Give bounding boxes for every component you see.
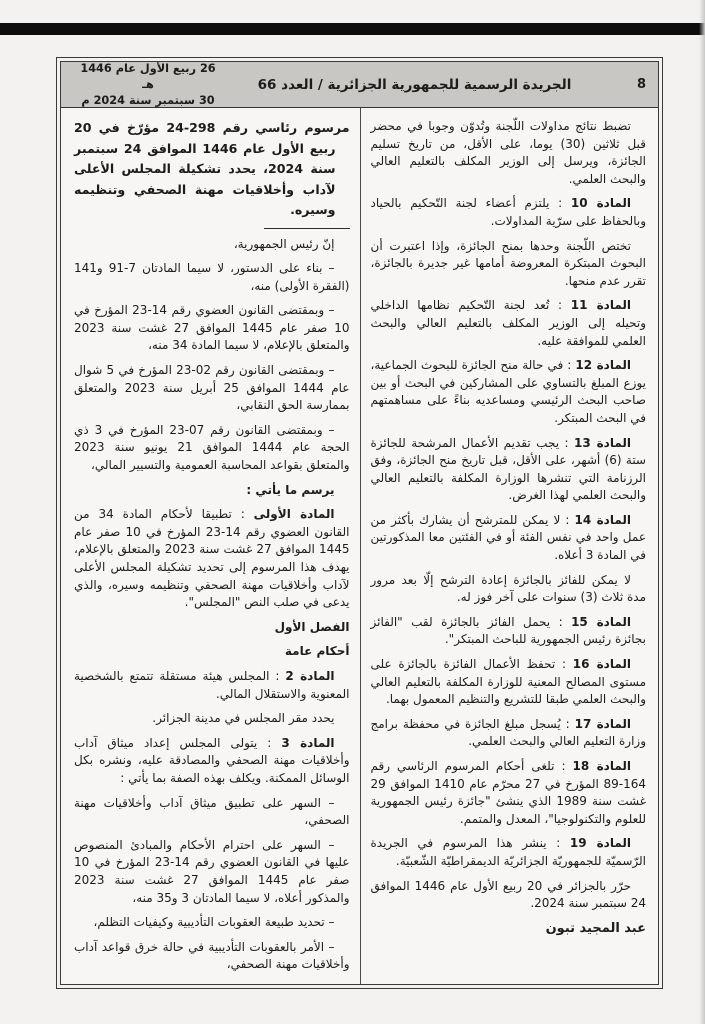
paragraph-text: حرّر بالجزائر في 20 ربيع الأول عام 1446 الموافق 24 سبتمبر سنة 2024. [370,878,646,911]
paragraph-text: – وبمقتضى القانون رقم 02-23 المؤرخ في 5 شوال عام 1444 الموافق 25 أبريل سنة 2023 والمتعلق بممارسة الحق النقابي، [74,363,350,413]
column-right [360,108,659,984]
paragraph-text: أحكام عامة [284,644,350,659]
paragraph-text: : تحفظ الأعمال الفائزة بالجائزة على مستوى المصالح المعنية للوزارة المكلفة بالتعليم العالي والبحث العلمي طبقا للتشريع والتنظيم المعمول بهما. [370,657,646,707]
paragraph [74,795,350,830]
article-paragraph [74,506,350,612]
paragraph-text: – بناء على الدستور، لا سيما المادتان 7-91 و141 (الفقرة الأولى) منه، [74,261,350,293]
paragraph-text: : تلغى أحكام المرسوم الرئاسي رقم 164-89 المؤرخ في 27 محرّم عام 1410 الموافق 29 غشت سنة 1989 الذي ينشئ "جائزة رئيس الجمهورية للعلوم والتكنولوجيا"، المعدل والمتمم. [370,759,646,826]
paragraph-text: يحدد مقر المجلس في مدينة الجزائر. [152,711,335,726]
article-number: المادة 12 [575,358,631,373]
paragraph [371,878,647,913]
article-number: المادة 3 [281,735,335,750]
article-number: المادة 15 [571,614,631,629]
article-paragraph [371,512,647,565]
paragraph-text: – السهر على احترام الأحكام والمبادئ المنصوص عليها في القانون العضوي رقم 14-23 المؤرخ في 10 صفر عام 1445 الموافق 27 غشت سنة 2023 والمذكور أعلاه، لا سيما المادتان 3 و35 منه، [74,837,350,905]
gazette-header [61,62,658,108]
paragraph-text: : ينشر هذا المرسوم في الجريدة الرّسميّة للجمهوريّة الجزائريّة الديمقراطيّة الشّعبيّة. [370,836,646,868]
article-paragraph [74,668,350,703]
scan-top-band [0,23,705,35]
paragraph [74,260,350,295]
article-paragraph [371,195,647,230]
article-paragraph [371,716,647,751]
page-frame [56,57,663,989]
signature [371,920,647,938]
column-left [61,108,360,984]
article-paragraph [371,435,647,505]
paragraph-text: : يُسجل مبلغ الجائزة في محفظة برامج وزارة التعليم العالي والبحث العلمي. [370,716,646,749]
paragraph-text: مرسوم رئاسي رقم 298-24 مؤرّخ في 20 ربيع الأول عام 1446 الموافق 24 سبتمبر سنة 2024، يحدد تشكيلة المجلس الأعلى لآداب وأخلاقيات مهنة الصحفي وتنظيمه وسيره. [74,120,350,217]
paragraph [371,238,647,291]
issue-date-block [73,61,223,109]
article-number: المادة 11 [570,298,631,313]
separator-rule [264,228,350,229]
decree-title [74,118,350,221]
paragraph-text: : لا يمكن للمترشح أن يشارك بأكثر من عمل واحد في نفس الفئة أو في الفئتين معا المذكورتين في المادة 3 أعلاه. [370,512,646,563]
article-paragraph [74,735,350,788]
article-paragraph [371,835,647,870]
article-number: المادة 19 [569,836,631,851]
article-number: المادة 17 [574,716,632,731]
paragraph-text: – وبمقتضى القانون رقم 07-23 المؤرخ في 3 ذي الحجة عام 1444 الموافق 21 يونيو سنة 2023 والمتعلق بقواعد المحاسبة العمومية والتسيير المالي، [74,422,350,473]
gazette-title: الجريدة الرسمية للجمهورية الجزائرية / العدد 66 [257,76,572,93]
article-number: المادة 13 [574,435,632,450]
paragraph [371,118,647,188]
article-paragraph [371,297,647,350]
paragraph [74,236,350,254]
paragraph [74,302,350,355]
article-number: المادة 16 [572,657,631,672]
paragraph-text: الفصل الأول [274,619,350,634]
paragraph-text: : تُعد لجنة التّحكيم نظامها الداخلي وتحيله إلى الوزير المكلف بالتعليم العالي والبحث العلمي للموافقة عليه. [370,298,646,348]
paragraph-text: – السهر على تطبيق ميثاق آداب وأخلاقيات مهنة الصحفي، [74,795,350,828]
enacting-clause [74,482,350,500]
paragraph-text: عبد المجيد تبون [545,920,646,936]
article-number: المادة 2 [285,668,335,683]
section-heading [74,619,350,637]
issue-date-gregorian: 30 سبتمبر سنة 2024 م [81,93,215,107]
paragraph [371,572,647,607]
two-column-body [61,108,658,984]
paragraph [74,710,350,728]
paragraph [74,362,350,415]
paragraph-text: تضبط نتائج مداولات اللّجنة وتُدوّن وجوبا في محضر قبل ثلاثين (30) يوما، على الأقل، من تاريخ تسليم الجائزة، ويرسل إلى الوزير المكلف بالتعليم العالي والبحث العلمي. [370,119,646,186]
issue-date-hijri: 26 ربيع الأول عام 1446 هـ [80,61,216,91]
paragraph [74,837,350,907]
article-paragraph [371,758,647,828]
paragraph-text: : يجب تقديم الأعمال المرشحة للجائزة ستة (6) أشهر، على الأقل، قبل تاريخ منح الجائزة، وفق الرزنامة التي تنشرها الوزارة المكلفة بالتعليم العالي والبحث العلمي لهذا الغرض. [370,435,646,503]
article-paragraph [371,656,647,709]
paragraph-text: إنّ رئيس الجمهورية، [233,236,335,251]
paragraph-text: لا يمكن للفائز بالجائزة إعادة الترشح إلّا بعد مرور مدة ثلاث (3) سنوات على آخر فوز له. [370,572,646,605]
paragraph [74,422,350,475]
paragraph-text: : في حالة منح الجائزة للبحوث الجماعية، يوزع المبلغ بالتساوي على المشاركين في البحث أو بين صاحب البحث الرئيسي ومساعديه بناءً على مساهمتهم في البحث المبتكر. [370,358,646,425]
article-number: المادة الأولى [253,507,335,522]
paragraph-text: : يلتزم أعضاء لجنة التّحكيم بالحياد وبالحفاظ على سرّية المداولات. [370,196,646,228]
article-paragraph [371,357,647,427]
paragraph-text: : تطبيقا لأحكام المادة 34 من القانون العضوي رقم 14-23 المؤرخ في 10 صفر عام 1445 الموافق 27 غشت سنة 2023 والمتعلق بالإعلام، يهدف هذا المرسوم إلى تحديد تشكيلة المجلس الأعلى لآداب وأخلاقيات مهنة الصحفي وتنظيمه وسيره، والذي يدعى في صلب النص "المجلس". [74,507,350,610]
paragraph-text: : يحمل الفائز بالجائزة لقب "الفائز بجائزة رئيس الجمهورية للباحث المبتكر". [370,614,646,647]
paragraph-text: – وبمقتضى القانون العضوي رقم 14-23 المؤرخ في 10 صفر عام 1445 الموافق 27 غشت سنة 2023 والمتعلق بالإعلام، لا سيما المادة 34 منه، [74,303,350,353]
page-frame-inner [60,61,659,985]
paragraph-text: تختص اللّجنة وحدها بمنح الجائزة، وإذا اعتبرت أن البحوث المبتكرة المعروضة أمامها غير جديرة بالجائزة، تقرر عدم منحها. [370,238,646,288]
article-number: المادة 14 [574,512,631,527]
article-number: المادة 10 [570,196,631,211]
section-heading [74,643,350,661]
paragraph [74,939,350,974]
paragraph-text: يرسم ما يأتي : [246,482,335,497]
paragraph-text: – الأمر بالعقوبات التأديبية في حالة خرق قواعد آداب وأخلاقيات مهنة الصحفي، [74,939,350,972]
paragraph-text: : المجلس هيئة مستقلة تتمتع بالشخصية المعنوية والاستقلال المالي. [74,668,350,701]
paragraph [74,914,350,932]
article-paragraph [371,614,647,649]
paragraph-text: : يتولى المجلس إعداد ميثاق آداب وأخلاقيات مهنة الصحفي والمصادقة عليه، ونشره بكل الوسائل الممكنة. ويكلف بهذه الصفة بما يأتي : [74,735,350,785]
paragraph-text: – تحديد طبيعة العقوبات التأديبية وكيفيات التظلم، [93,915,335,930]
page-number: 8 [636,77,646,92]
article-number: المادة 18 [572,759,631,773]
scan-edge-shadow [699,0,705,1024]
